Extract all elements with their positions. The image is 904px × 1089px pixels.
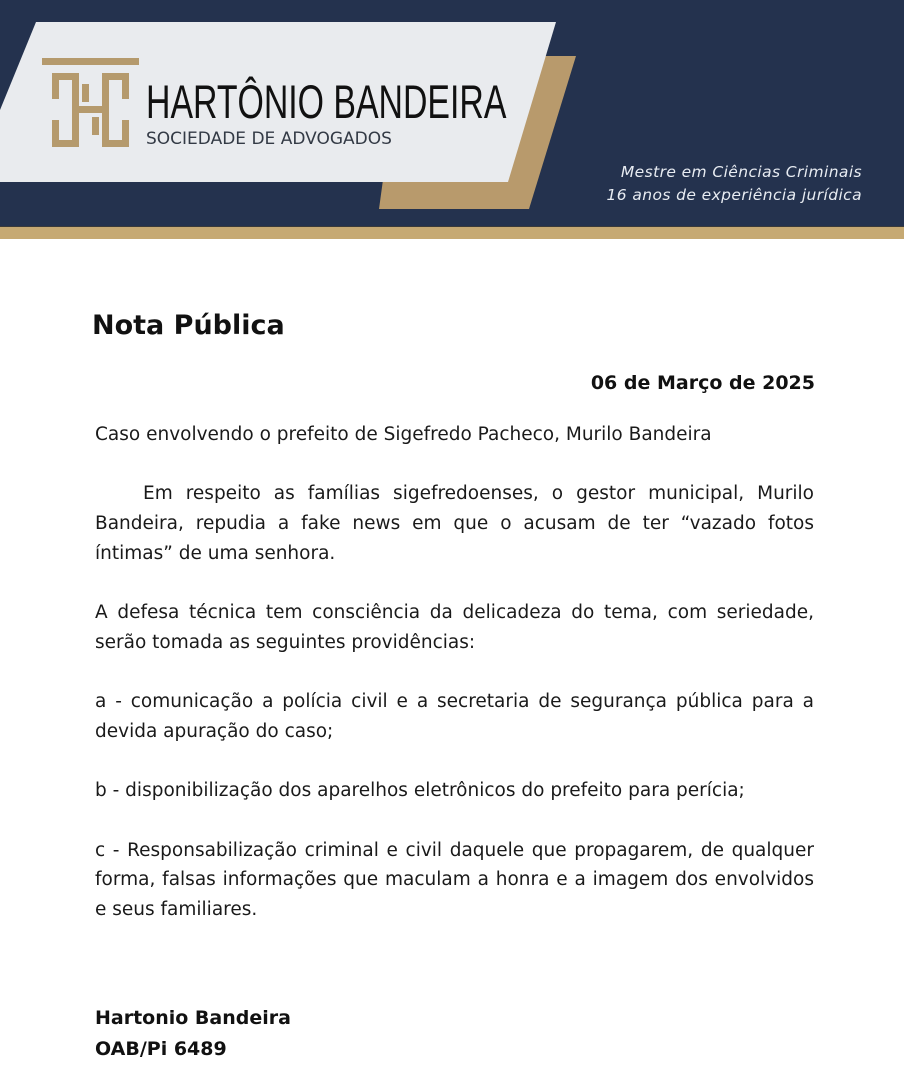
subject-line: Caso envolvendo o prefeito de Sigefredo Pacheco, Murilo Bandeira: [95, 424, 712, 445]
signature-name: Hartonio Bandeira: [95, 1007, 291, 1029]
paragraph: A defesa técnica tem consciência da delicadeza do tema, com seriedade, serão tomada as seguintes providências:: [95, 602, 814, 653]
header-divider: [0, 226, 904, 239]
credential-line: Mestre em Ciências Criminais: [620, 163, 862, 181]
signature-block: [95, 1003, 291, 1065]
list-item: a - comunicação a polícia civil e a secretaria de segurança pública para a devida apuração do caso;: [95, 691, 814, 742]
paragraph: Em respeito as famílias sigefredoenses, o gestor municipal, Murilo Bandeira, repudia a fake news em que o acusam de ter “vazado fotos íntimas” de uma senhora.: [95, 483, 814, 564]
list-item: b - disponibilização dos aparelhos eletrônicos do prefeito para perícia;: [95, 780, 745, 802]
firm-name: HARTÔNIO BANDEIRA: [146, 75, 507, 128]
letterhead-header: [0, 0, 904, 226]
document-title: Nota Pública: [92, 310, 285, 341]
firm-subtitle: SOCIEDADE DE ADVOGADOS: [146, 129, 392, 149]
document-date: 06 de Março de 2025: [590, 372, 815, 394]
logo-monogram-icon: [42, 56, 142, 156]
credentials: [606, 161, 862, 207]
list-item: c - Responsabilização criminal e civil daquele que propagarem, de qualquer forma, falsas informações que maculam a honra e a imagem dos envolvidos e seus familiares.: [95, 839, 814, 921]
credential-line: 16 anos de experiência jurídica: [606, 186, 862, 204]
document-body: [95, 420, 814, 925]
signature-oab: OAB/Pi 6489: [95, 1038, 227, 1060]
